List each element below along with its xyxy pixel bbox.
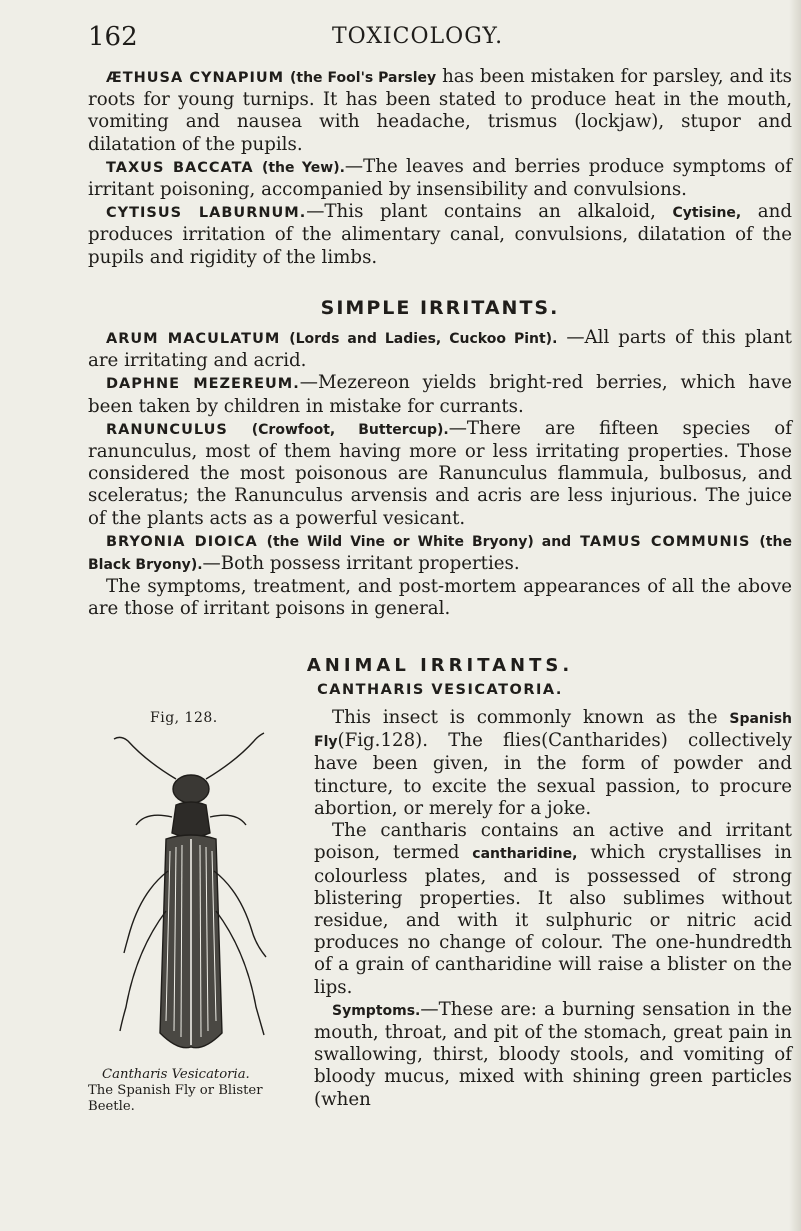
leg	[210, 815, 246, 825]
antenna-right	[206, 733, 264, 779]
running-title: TOXICOLOGY.	[332, 24, 504, 49]
entry-heading: ARUM MACULATUM	[106, 331, 281, 348]
paragraph-text: (Fig.128). The flies(Cantharides) collectively have been given, in the form of powder and tincture, to excite the sexual passion, to procure abortion, or merely for a joke.	[314, 730, 792, 819]
entry-heading: BRYONIA DIOICA	[106, 533, 258, 550]
paragraph	[314, 707, 792, 820]
paragraph	[88, 201, 792, 269]
paragraph-text: —There are fifteen species of ranunculus, most of them having more or less irritating properties. Those considered the most poisonous are Ranunculus flammula, bulbosus, and sceleratus; the Ranunculus arvensis and acris are less injurious. The juice of the plants acts as a powerful vesicant.	[88, 417, 792, 529]
leg	[214, 871, 266, 957]
bold-term: Cytisine,	[672, 205, 742, 222]
beetle-illustration	[106, 721, 286, 1061]
figure	[88, 707, 298, 1141]
figure-label: Fig, 128.	[150, 710, 218, 727]
leg	[120, 911, 166, 1031]
bold-term: cantharidine,	[472, 846, 578, 863]
body-text	[88, 66, 792, 1141]
paragraph	[88, 327, 792, 372]
leg	[216, 911, 264, 1035]
entry-subheading: (Lords and Ladies, Cuckoo Pint).	[289, 331, 558, 348]
paragraph	[88, 530, 792, 576]
caption-title: Cantharis Vesicatoria.	[102, 1067, 250, 1083]
figure-side-text	[314, 707, 792, 1111]
entry-subheading: (the Black Bryony).	[88, 533, 792, 574]
bold-term: Spanish Fly	[314, 711, 792, 751]
bold-term: Symptoms.	[332, 1002, 421, 1019]
paragraph-text: which crystallises in colourless plates, and is possessed of strong blistering properties. It also sublimes without residue, and with it sulphuric or nitric acid produces no change of colour. The one-hundredth of a grain of cantharidine will raise a blister on the lips.	[314, 842, 792, 998]
entry-heading: RANUNCULUS	[106, 421, 228, 438]
paragraph-text: has been mistaken for parsley, and its roots for young turnips. It has been stated to produce heat in the mouth, vomiting and nausea with headache, trismus (lockjaw), stupor and dilatation of the pupils.	[88, 66, 792, 155]
entry-heading: TAXUS BACCATA	[106, 159, 254, 176]
paragraph	[88, 156, 792, 201]
entry-heading: DAPHNE MEZEREUM.	[106, 376, 300, 393]
section-subheading: CANTHARIS VESICATORIA.	[317, 681, 563, 698]
section-heading: ANIMAL IRRITANTS.	[306, 654, 574, 676]
paragraph	[314, 999, 792, 1111]
entry-heading: ÆTHUSA CYNAPIUM	[106, 70, 285, 86]
paragraph-text: —The leaves and berries produce symptoms of irritant poisoning, accompanied by insensibility and convulsions.	[88, 155, 792, 201]
section-heading: SIMPLE IRRITANTS.	[320, 296, 560, 319]
paragraph	[88, 66, 792, 156]
paragraph-text: The cantharis contains an active and irritant poison, termed	[314, 820, 792, 864]
beetle-head	[173, 775, 209, 803]
leg	[136, 815, 172, 825]
paragraph	[88, 576, 792, 620]
paragraph-text: —Both possess irritant properties.	[202, 553, 520, 575]
paragraph-text: —All parts of this plant are irritating and acrid.	[88, 327, 792, 372]
leg	[124, 871, 168, 953]
paragraph-text: This insect is commonly known as the	[332, 707, 730, 729]
antenna-left	[114, 737, 176, 779]
caption-text: The Spanish Fly or Blister Beetle.	[88, 1083, 263, 1115]
paragraph-text: —Mezereon yields bright-red berries, which have been taken by children in mistake for currants.	[88, 372, 792, 417]
entry-heading: CYTISUS LABURNUM.	[106, 205, 307, 222]
paragraph-text: The symptoms, treatment, and post-mortem appearances of all the above are those of irritant poisons in general.	[88, 576, 792, 620]
entry-heading: TAMUS COMMUNIS	[580, 533, 751, 550]
figure-block	[88, 707, 792, 1141]
entry-subheading: (Crowfoot, Buttercup).	[251, 421, 449, 438]
entry-subheading: (the Yew).	[261, 159, 345, 176]
paragraph-text: and produces irritation of the alimentary canal, convulsions, dilatation of the pupils and rigidity of the limbs.	[88, 201, 793, 268]
running-header	[88, 22, 788, 54]
paragraph	[314, 820, 792, 999]
entry-subheading: (the Wild Vine or White Bryony) and	[266, 533, 572, 550]
page-number: 162	[88, 22, 138, 52]
paragraph-text: —This plant contains an alkaloid,	[306, 201, 673, 223]
beetle-thorax	[172, 802, 210, 837]
paragraph	[88, 372, 792, 417]
paragraph-text: —These are: a burning sensation in the mouth, throat, and pit of the stomach, great pain in swallowing, thirst, bloody stools, and vomiting of bloody mucus, mixed with shining green particles (when	[314, 998, 792, 1110]
entry-subheading: (the Fool's Parsley	[290, 70, 437, 86]
figure-caption	[88, 1067, 294, 1115]
paragraph	[88, 418, 792, 530]
